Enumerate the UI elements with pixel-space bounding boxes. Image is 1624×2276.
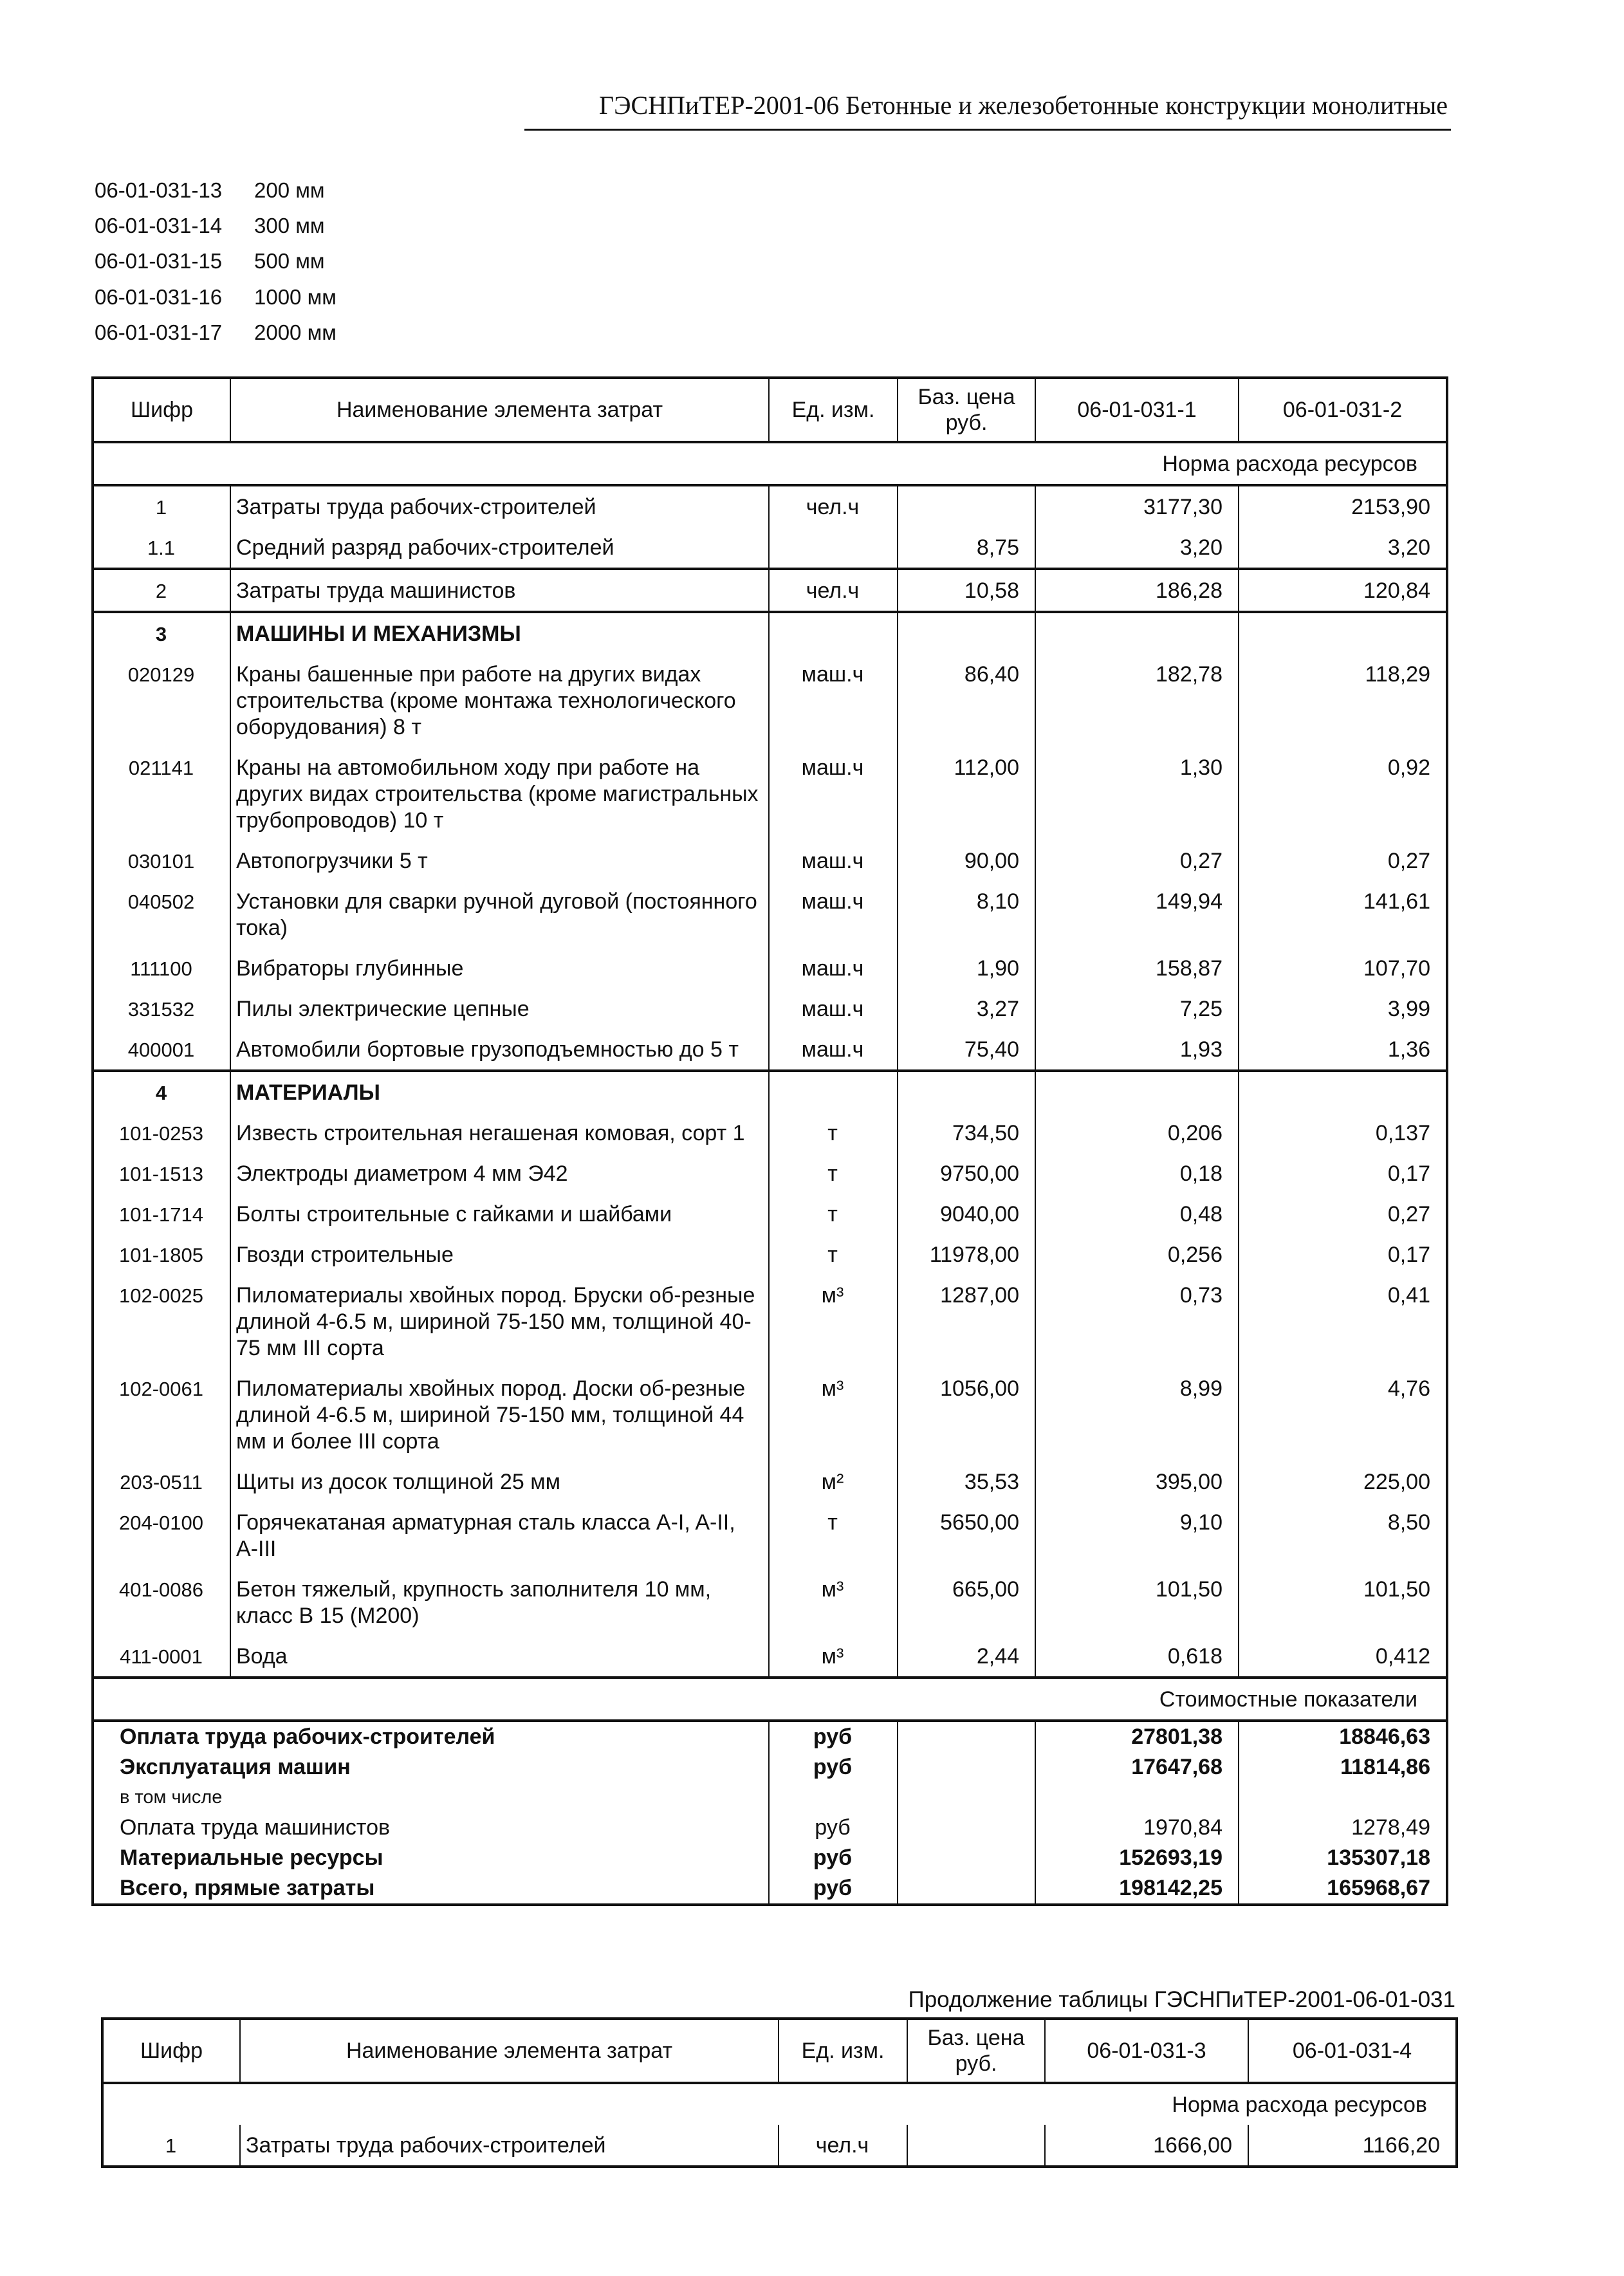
row-price: 665,00: [898, 1569, 1035, 1636]
row-code: 020129: [93, 654, 230, 747]
col-v2: 06-01-031-2: [1239, 378, 1447, 442]
col-v2: 06-01-031-4: [1248, 2019, 1457, 2083]
row-value-1: 0,618: [1035, 1636, 1239, 1678]
row-price: [898, 1071, 1035, 1113]
row-price: 734,50: [898, 1113, 1035, 1153]
row-name: Затраты труда рабочих-строителей: [240, 2125, 779, 2167]
row-price: 86,40: [898, 654, 1035, 747]
col-unit: Ед. изм.: [779, 2019, 907, 2083]
row-price: [907, 2125, 1045, 2167]
code-number: 06-01-031-13: [95, 178, 223, 202]
row-name: Горячекатаная арматурная сталь класса A-I, A-II, A-III: [230, 1502, 769, 1569]
row-price: 1287,00: [898, 1275, 1035, 1368]
row-value-2: 1,36: [1239, 1029, 1447, 1071]
row-value-2: [1239, 612, 1447, 654]
norm-label: Норма расхода ресурсов: [93, 442, 1447, 485]
cost-unit: руб: [769, 1721, 898, 1752]
cost-row: [93, 1813, 1447, 1843]
row-name: Вода: [230, 1636, 769, 1678]
cost-value-2: 165968,67: [1239, 1873, 1447, 1905]
table-row: [102, 2125, 1457, 2167]
row-value-2: 0,27: [1239, 1194, 1447, 1234]
row-value-2: 0,41: [1239, 1275, 1447, 1368]
code-list-item: [95, 315, 337, 350]
row-value-1: [1035, 612, 1239, 654]
row-price: 2,44: [898, 1636, 1035, 1678]
row-price: 8,10: [898, 881, 1035, 948]
cost-name: Оплата труда машинистов: [93, 1813, 769, 1843]
continuation-title: Продолжение таблицы ГЭСНПиТЕР-2001-06-01-031: [908, 1987, 1455, 2012]
row-name: Пиломатериалы хвойных пород. Доски об-резные длиной 4-6.5 м, шириной 75-150 мм, толщиной 44 мм и более III сорта: [230, 1368, 769, 1461]
row-unit: м³: [769, 1275, 898, 1368]
row-value-2: [1239, 1071, 1447, 1113]
row-value-1: 395,00: [1035, 1461, 1239, 1502]
cost-value-1: 27801,38: [1035, 1721, 1239, 1752]
code-size: 1000 мм: [254, 284, 337, 309]
row-value-2: 0,17: [1239, 1153, 1447, 1194]
row-value-1: 0,48: [1035, 1194, 1239, 1234]
row-price: 3,27: [898, 988, 1035, 1029]
row-price: 1056,00: [898, 1368, 1035, 1461]
row-value-2: 1166,20: [1248, 2125, 1457, 2167]
row-price: [898, 485, 1035, 527]
table-row: [93, 1029, 1447, 1071]
norm-label-row: [93, 442, 1447, 485]
row-price: 9040,00: [898, 1194, 1035, 1234]
resource-table: [91, 376, 1448, 1906]
row-name: Бетон тяжелый, крупность заполнителя 10 мм, класс В 15 (М200): [230, 1569, 769, 1636]
cost-unit: руб: [769, 1873, 898, 1905]
row-code: 400001: [93, 1029, 230, 1071]
row-price: 8,75: [898, 527, 1035, 569]
cost-price: [898, 1782, 1035, 1813]
table-row: [93, 654, 1447, 747]
table-row: [93, 1461, 1447, 1502]
row-value-1: 0,73: [1035, 1275, 1239, 1368]
row-code: 102-0025: [93, 1275, 230, 1368]
row-unit: чел.ч: [769, 485, 898, 527]
cost-name: Эксплуатация машин: [93, 1752, 769, 1782]
row-code: 111100: [93, 948, 230, 988]
row-unit: т: [769, 1194, 898, 1234]
cost-price: [898, 1721, 1035, 1752]
cost-name: Всего, прямые затраты: [93, 1873, 769, 1905]
cost-value-1: 1970,84: [1035, 1813, 1239, 1843]
cost-row: [93, 1752, 1447, 1782]
row-code: 4: [93, 1071, 230, 1113]
row-price: 75,40: [898, 1029, 1035, 1071]
table-row: [93, 1569, 1447, 1636]
cost-price: [898, 1843, 1035, 1873]
row-unit: чел.ч: [779, 2125, 907, 2167]
section-row: [93, 1071, 1447, 1113]
col-name: Наименование элемента затрат: [230, 378, 769, 442]
col-price: Баз. цена руб.: [907, 2019, 1045, 2083]
row-unit: чел.ч: [769, 569, 898, 612]
row-unit: м³: [769, 1636, 898, 1678]
cost-value-2: 18846,63: [1239, 1721, 1447, 1752]
norm-label: Норма расхода ресурсов: [102, 2083, 1457, 2125]
table-row: [93, 1153, 1447, 1194]
row-value-1: [1035, 1071, 1239, 1113]
cost-value-2: 1278,49: [1239, 1813, 1447, 1843]
row-name: Средний разряд рабочих-строителей: [230, 527, 769, 569]
row-value-2: 0,412: [1239, 1636, 1447, 1678]
row-name: Электроды диаметром 4 мм Э42: [230, 1153, 769, 1194]
norm-label-row: [102, 2083, 1457, 2125]
cost-unit: руб: [769, 1752, 898, 1782]
resource-table-continuation: [101, 2017, 1458, 2168]
row-unit: маш.ч: [769, 988, 898, 1029]
row-code: 101-1513: [93, 1153, 230, 1194]
row-value-1: 186,28: [1035, 569, 1239, 612]
row-unit: маш.ч: [769, 840, 898, 881]
row-unit: маш.ч: [769, 747, 898, 840]
col-unit: Ед. изм.: [769, 378, 898, 442]
row-price: [898, 612, 1035, 654]
row-unit: маш.ч: [769, 881, 898, 948]
row-price: 1,90: [898, 948, 1035, 988]
row-value-2: 0,137: [1239, 1113, 1447, 1153]
row-code: 3: [93, 612, 230, 654]
table-row: [93, 840, 1447, 881]
row-code: 101-1714: [93, 1194, 230, 1234]
table-row: [93, 881, 1447, 948]
col-name: Наименование элемента затрат: [240, 2019, 779, 2083]
cost-name: Материальные ресурсы: [93, 1843, 769, 1873]
cost-price: [898, 1813, 1035, 1843]
row-value-2: 0,17: [1239, 1234, 1447, 1275]
row-name: Краны башенные при работе на других видах строительства (кроме монтажа технологического оборудования) 8 т: [230, 654, 769, 747]
row-code: 040502: [93, 881, 230, 948]
table-row: [93, 1113, 1447, 1153]
row-value-1: 182,78: [1035, 654, 1239, 747]
cost-value-1: 152693,19: [1035, 1843, 1239, 1873]
row-code: 1: [93, 485, 230, 527]
code-list-item: [95, 172, 337, 208]
row-value-1: 7,25: [1035, 988, 1239, 1029]
table-row: [93, 1234, 1447, 1275]
row-value-1: 0,206: [1035, 1113, 1239, 1153]
row-name: Щиты из досок толщиной 25 мм: [230, 1461, 769, 1502]
table-header-row: [102, 2019, 1457, 2083]
row-price: 112,00: [898, 747, 1035, 840]
row-name: МАТЕРИАЛЫ: [230, 1071, 769, 1113]
row-code: 1: [102, 2125, 240, 2167]
row-price: 35,53: [898, 1461, 1035, 1502]
row-value-1: 0,18: [1035, 1153, 1239, 1194]
row-name: Болты строительные с гайками и шайбами: [230, 1194, 769, 1234]
row-value-2: 2153,90: [1239, 485, 1447, 527]
row-name: Пиломатериалы хвойных пород. Бруски об-резные длиной 4-6.5 м, шириной 75-150 мм, толщиной 40-75 мм III сорта: [230, 1275, 769, 1368]
row-price: 10,58: [898, 569, 1035, 612]
row-value-2: 8,50: [1239, 1502, 1447, 1569]
header-divider: [524, 129, 1451, 131]
col-v1: 06-01-031-3: [1045, 2019, 1248, 2083]
row-unit: [769, 1071, 898, 1113]
row-price: 90,00: [898, 840, 1035, 881]
cost-price: [898, 1873, 1035, 1905]
row-value-1: 149,94: [1035, 881, 1239, 948]
code-list-item: [95, 243, 337, 279]
code-number: 06-01-031-17: [95, 320, 223, 344]
row-value-1: 101,50: [1035, 1569, 1239, 1636]
cost-value-1: 198142,25: [1035, 1873, 1239, 1905]
row-name: Краны на автомобильном ходу при работе на других видах строительства (кроме магистральных трубопроводов) 10 т: [230, 747, 769, 840]
row-code: 204-0100: [93, 1502, 230, 1569]
cost-unit: руб: [769, 1843, 898, 1873]
row-value-1: 8,99: [1035, 1368, 1239, 1461]
row-unit: [769, 612, 898, 654]
row-code: 030101: [93, 840, 230, 881]
table-row: [93, 1275, 1447, 1368]
row-unit: т: [769, 1113, 898, 1153]
table-row: [93, 1502, 1447, 1569]
table-row: [93, 569, 1447, 612]
row-value-1: 1666,00: [1045, 2125, 1248, 2167]
row-value-2: 3,20: [1239, 527, 1447, 569]
row-code: 101-1805: [93, 1234, 230, 1275]
cost-name: Оплата труда рабочих-строителей: [93, 1721, 769, 1752]
col-code: Шифр: [102, 2019, 240, 2083]
row-value-1: 3,20: [1035, 527, 1239, 569]
row-unit: т: [769, 1502, 898, 1569]
row-value-2: 101,50: [1239, 1569, 1447, 1636]
cost-row: [93, 1782, 1447, 1813]
row-code: 2: [93, 569, 230, 612]
row-value-1: 3177,30: [1035, 485, 1239, 527]
table-row: [93, 1636, 1447, 1678]
code-size-list: [95, 172, 337, 350]
code-number: 06-01-031-14: [95, 214, 223, 238]
row-value-2: 118,29: [1239, 654, 1447, 747]
row-name: Гвозди строительные: [230, 1234, 769, 1275]
row-value-1: 9,10: [1035, 1502, 1239, 1569]
row-unit: маш.ч: [769, 948, 898, 988]
code-size: 2000 мм: [254, 320, 337, 344]
row-unit: т: [769, 1153, 898, 1194]
row-name: Известь строительная негашеная комовая, сорт 1: [230, 1113, 769, 1153]
row-name: Пилы электрические цепные: [230, 988, 769, 1029]
table-row: [93, 485, 1447, 527]
row-value-2: 0,92: [1239, 747, 1447, 840]
row-value-1: 0,256: [1035, 1234, 1239, 1275]
code-list-item: [95, 208, 337, 243]
col-price: Баз. цена руб.: [898, 378, 1035, 442]
code-list-item: [95, 279, 337, 315]
row-code: 021141: [93, 747, 230, 840]
row-value-2: 107,70: [1239, 948, 1447, 988]
cost-row: [93, 1873, 1447, 1905]
row-value-1: 1,93: [1035, 1029, 1239, 1071]
row-name: Затраты труда машинистов: [230, 569, 769, 612]
row-value-2: 4,76: [1239, 1368, 1447, 1461]
row-name: МАШИНЫ И МЕХАНИЗМЫ: [230, 612, 769, 654]
row-unit: т: [769, 1234, 898, 1275]
table-row: [93, 1194, 1447, 1234]
row-unit: маш.ч: [769, 1029, 898, 1071]
row-price: 11978,00: [898, 1234, 1035, 1275]
row-code: 102-0061: [93, 1368, 230, 1461]
cost-name: в том числе: [93, 1782, 769, 1813]
row-value-2: 120,84: [1239, 569, 1447, 612]
cost-price: [898, 1752, 1035, 1782]
row-value-2: 225,00: [1239, 1461, 1447, 1502]
row-code: 101-0253: [93, 1113, 230, 1153]
row-unit: маш.ч: [769, 654, 898, 747]
row-value-2: 0,27: [1239, 840, 1447, 881]
row-name: Автомобили бортовые грузоподъемностью до 5 т: [230, 1029, 769, 1071]
row-unit: м³: [769, 1368, 898, 1461]
cost-value-2: 135307,18: [1239, 1843, 1447, 1873]
col-v1: 06-01-031-1: [1035, 378, 1239, 442]
row-price: 5650,00: [898, 1502, 1035, 1569]
col-code: Шифр: [93, 378, 230, 442]
cost-value-2: [1239, 1782, 1447, 1813]
page-header: ГЭСНПиТЕР-2001-06 Бетонные и железобетонные конструкции монолитные: [598, 91, 1448, 120]
row-value-1: 158,87: [1035, 948, 1239, 988]
code-size: 200 мм: [254, 178, 325, 202]
row-unit: м²: [769, 1461, 898, 1502]
table-row: [93, 1368, 1447, 1461]
row-name: Вибраторы глубинные: [230, 948, 769, 988]
table-header-row: [93, 378, 1447, 442]
row-code: 401-0086: [93, 1569, 230, 1636]
table-row: [93, 988, 1447, 1029]
cost-label-row: [93, 1678, 1447, 1721]
row-code: 331532: [93, 988, 230, 1029]
table-row: [93, 948, 1447, 988]
row-name: Установки для сварки ручной дуговой (постоянного тока): [230, 881, 769, 948]
row-unit: м³: [769, 1569, 898, 1636]
cost-value-2: 11814,86: [1239, 1752, 1447, 1782]
row-value-1: 0,27: [1035, 840, 1239, 881]
table-row: [93, 527, 1447, 569]
row-name: Затраты труда рабочих-строителей: [230, 485, 769, 527]
cost-value-1: [1035, 1782, 1239, 1813]
row-code: 203-0511: [93, 1461, 230, 1502]
code-number: 06-01-031-15: [95, 249, 223, 273]
row-value-1: 1,30: [1035, 747, 1239, 840]
row-value-2: 3,99: [1239, 988, 1447, 1029]
row-value-2: 141,61: [1239, 881, 1447, 948]
cost-value-1: 17647,68: [1035, 1752, 1239, 1782]
cost-row: [93, 1843, 1447, 1873]
cost-row: [93, 1721, 1447, 1752]
row-code: 1.1: [93, 527, 230, 569]
table-row: [93, 747, 1447, 840]
row-unit: [769, 527, 898, 569]
code-size: 500 мм: [254, 249, 325, 273]
cost-label: Стоимостные показатели: [93, 1678, 1447, 1721]
cost-unit: [769, 1782, 898, 1813]
section-row: [93, 612, 1447, 654]
cost-unit: руб: [769, 1813, 898, 1843]
code-size: 300 мм: [254, 214, 325, 238]
row-price: 9750,00: [898, 1153, 1035, 1194]
code-number: 06-01-031-16: [95, 284, 223, 309]
row-code: 411-0001: [93, 1636, 230, 1678]
row-name: Автопогрузчики 5 т: [230, 840, 769, 881]
